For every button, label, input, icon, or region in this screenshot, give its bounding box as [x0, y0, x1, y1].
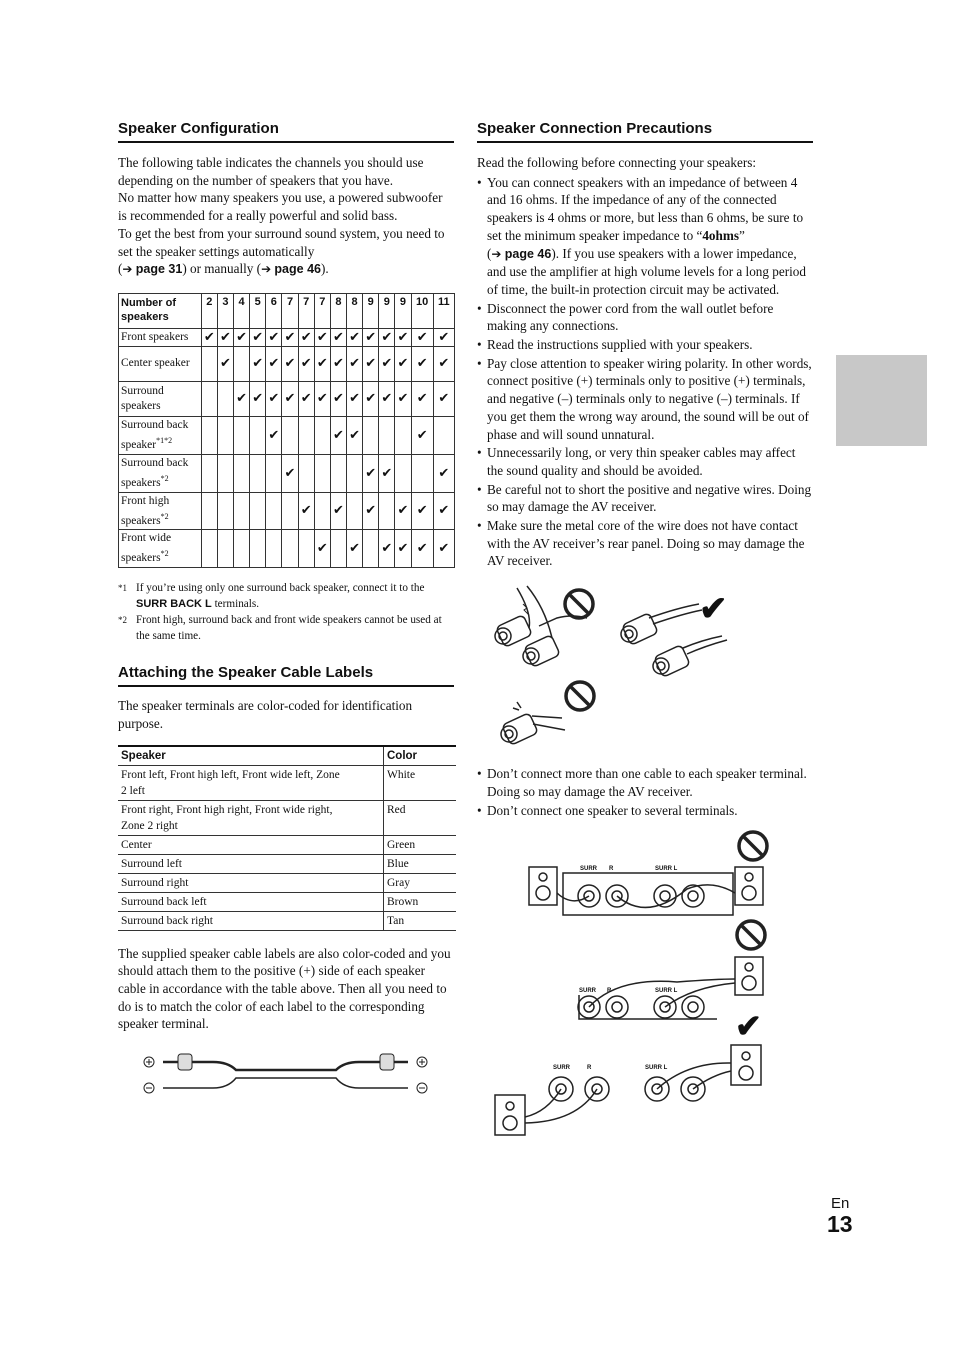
check-icon: ✔ [266, 328, 282, 346]
empty-cell [282, 530, 298, 568]
check-icon: ✔ [282, 328, 298, 346]
check-icon: ✔ [411, 328, 433, 346]
precautions-list [477, 174, 813, 570]
empty-cell [314, 454, 330, 492]
check-icon: ✔ [217, 328, 233, 346]
check-icon: ✔ [250, 328, 266, 346]
color-value: Tan [384, 911, 457, 930]
page-46-link[interactable]: page 46 [274, 262, 321, 277]
table-row [118, 873, 456, 892]
page-number: 13 [827, 1211, 853, 1237]
svg-text:SURR L: SURR L [655, 866, 678, 873]
speaker-count-header: 5 [250, 293, 266, 328]
color-column-header: Color [384, 746, 457, 766]
table-row [119, 530, 455, 568]
precaution-item: • Be careful not to short the positive and negative wires. Doing so may damage the AV receiver. [477, 481, 813, 516]
precautions-intro: Read the following before connecting your speakers: [477, 155, 757, 170]
check-icon: ✔ [379, 346, 395, 381]
precaution-impedance: • You can connect speakers with an impedance of between 4 and 16 ohms. If the impedance of any of the connected speakers is 4 ohms or more, but less than 6 ohms, be sure to set the minimum speaker impedance to “4ohms” (➔ page 46). If you use speakers with a lower impedance, and use the amplifier at high volume levels for a long period of time, the built-in protection circuit may be activated. [477, 174, 813, 299]
precaution-item: • Disconnect the power cord from the wall outlet before making any connections. [477, 300, 813, 335]
empty-cell [330, 454, 346, 492]
empty-cell [282, 492, 298, 530]
check-icon: ✔ [433, 381, 454, 416]
check-icon: ✔ [433, 454, 454, 492]
empty-cell [234, 492, 250, 530]
empty-cell [363, 416, 379, 454]
empty-cell [201, 454, 217, 492]
table-row [119, 346, 455, 381]
check-icon: ✔ [298, 328, 314, 346]
speaker-configuration-table [118, 293, 455, 568]
check-icon: ✔ [347, 416, 363, 454]
speaker-type-label: Front wide speakers$^{*2}$ [119, 530, 202, 568]
table-header-row [118, 746, 456, 766]
speaker-column-header: Speaker [118, 746, 384, 766]
check-icon: ✔ [433, 530, 454, 568]
speaker-count-header: 3 [217, 293, 233, 328]
precautions-list-2 [477, 765, 813, 819]
speaker-name: Center [118, 835, 384, 854]
check-icon: ✔ [330, 416, 346, 454]
empty-cell [282, 416, 298, 454]
empty-cell [201, 492, 217, 530]
speaker-type-label: Surround back speaker$^{*1*2}$ [119, 416, 202, 454]
check-icon: ✔ [363, 492, 379, 530]
color-value: Brown [384, 892, 457, 911]
empty-cell [234, 454, 250, 492]
check-icon: ✔ [363, 328, 379, 346]
speaker-type-label: Front speakers [119, 328, 202, 346]
check-icon: ✔ [411, 381, 433, 416]
speaker-count-header: 9 [379, 293, 395, 328]
check-icon: ✔ [314, 346, 330, 381]
empty-cell [298, 530, 314, 568]
check-icon: ✔ [379, 454, 395, 492]
speaker-count-header: 8 [347, 293, 363, 328]
check-icon: ✔ [395, 328, 411, 346]
check-icon: ✔ [298, 346, 314, 381]
number-of-speakers-header: Number of speakers [119, 293, 202, 328]
check-icon: ✔ [330, 492, 346, 530]
check-icon: ✔ [234, 328, 250, 346]
speaker-count-header: 10 [411, 293, 433, 328]
check-icon: ✔ [330, 346, 346, 381]
empty-cell [347, 492, 363, 530]
check-icon: ✔ [217, 346, 233, 381]
connection-precautions-heading: Speaker Connection Precautions [477, 120, 813, 143]
language-label: En [831, 1195, 850, 1212]
check-icon: ✔ [314, 328, 330, 346]
speaker-name: Front left, Front high left, Front wide left, Zone 2 left [118, 765, 384, 800]
footnote-1: *1 If you’re using only one surround back speaker, connect it to the SURR BACK L terminals. [118, 582, 425, 611]
speaker-configuration-heading: Speaker Configuration [118, 120, 454, 143]
check-icon: ✔ [411, 346, 433, 381]
precaution-item: • Don’t connect more than one cable to each speaker terminal. Doing so may damage the AV receiver. [477, 765, 813, 800]
config-intro-1: The following table indicates the channels you should use depending on the number of speakers that you have. [118, 155, 424, 188]
speaker-name: Front right, Front high right, Front wide right, Zone 2 right [118, 800, 384, 835]
wire-core-illustration [477, 578, 813, 758]
empty-cell [234, 416, 250, 454]
table-header-row [119, 293, 455, 328]
empty-cell [314, 416, 330, 454]
check-icon: ✔ [250, 381, 266, 416]
speaker-count-header: 4 [234, 293, 250, 328]
check-icon: ✔ [282, 346, 298, 381]
color-value: Green [384, 835, 457, 854]
empty-cell [250, 530, 266, 568]
empty-cell [217, 530, 233, 568]
check-icon: ✔ [379, 530, 395, 568]
check-icon: ✔ [266, 346, 282, 381]
page-31-link[interactable]: page 31 [135, 262, 183, 277]
check-icon: ✔ [395, 492, 411, 530]
table-row [118, 892, 456, 911]
speaker-type-label: Surround back speakers$^{*2}$ [119, 454, 202, 492]
empty-cell [217, 492, 233, 530]
check-icon: ✔ [250, 346, 266, 381]
check-icon: ✔ [266, 416, 282, 454]
table-row [118, 765, 456, 800]
empty-cell [395, 454, 411, 492]
empty-cell [234, 346, 250, 381]
left-column [118, 120, 454, 1100]
speaker-count-header: 9 [363, 293, 379, 328]
empty-cell [201, 346, 217, 381]
table-row [119, 416, 455, 454]
check-icon: ✔ [201, 328, 217, 346]
right-column [477, 120, 813, 1150]
color-value: Red [384, 800, 457, 835]
speaker-type-label: Surround speakers [119, 381, 202, 416]
table-row [119, 454, 455, 492]
check-icon: ✔ [433, 346, 454, 381]
empty-cell [411, 454, 433, 492]
speaker-type-label: Center speaker [119, 346, 202, 381]
speaker-name: Surround right [118, 873, 384, 892]
check-icon: ✔ [363, 454, 379, 492]
check-icon: ✔ [266, 381, 282, 416]
speaker-count-header: 2 [201, 293, 217, 328]
check-icon: ✔ [330, 381, 346, 416]
check-icon: ✔ [282, 454, 298, 492]
svg-text:SURR L: SURR L [645, 1065, 668, 1072]
empty-cell [217, 416, 233, 454]
config-intro-2: No matter how many speakers you use, a powered subwoofer is recommended for a really powerful and solid bass. [118, 190, 443, 224]
check-icon: ✔ [282, 381, 298, 416]
empty-cell [201, 381, 217, 416]
check-icon: ✔ [347, 381, 363, 416]
precaution-item: • Pay close attention to speaker wiring polarity. In other words, connect positive (+) terminals only to positive (+) terminals, and negative (–) terminals only to negative (–) terminals. If you get them the wrong way around, the sound will be out of phase and will sound unnatural. [477, 355, 813, 444]
empty-cell [347, 454, 363, 492]
table-row [119, 328, 455, 346]
empty-cell [250, 416, 266, 454]
speaker-count-header: 7 [298, 293, 314, 328]
color-value: Gray [384, 873, 457, 892]
svg-text:R: R [607, 988, 612, 995]
empty-cell [201, 530, 217, 568]
empty-cell [298, 454, 314, 492]
check-icon: ✔ [298, 381, 314, 416]
empty-cell [433, 416, 454, 454]
empty-cell [266, 492, 282, 530]
speaker-name: Surround back right [118, 911, 384, 930]
speaker-name: Surround back left [118, 892, 384, 911]
check-icon: ✔ [347, 346, 363, 381]
check-icon: ✔ [314, 381, 330, 416]
empty-cell [217, 454, 233, 492]
color-value: Blue [384, 854, 457, 873]
speaker-count-header: 7 [314, 293, 330, 328]
ok-check-icon: ✔ [735, 1008, 762, 1045]
empty-cell [234, 530, 250, 568]
check-icon: ✔ [234, 381, 250, 416]
table-row [118, 800, 456, 835]
svg-text:SURR L: SURR L [655, 988, 678, 995]
speaker-name: Surround left [118, 854, 384, 873]
speaker-count-header: 6 [266, 293, 282, 328]
precaution-item: • Make sure the metal core of the wire does not have contact with the AV receiver’s rear panel. Doing so may damage the AV receiver. [477, 517, 813, 570]
svg-text:R: R [609, 866, 614, 873]
cable-labels-heading: Attaching the Speaker Cable Labels [118, 664, 454, 687]
color-code-table [118, 745, 456, 931]
table-row [119, 492, 455, 530]
empty-cell [314, 492, 330, 530]
empty-cell [330, 530, 346, 568]
check-icon: ✔ [363, 381, 379, 416]
check-icon: ✔ [395, 346, 411, 381]
svg-text:R: R [587, 1065, 592, 1072]
empty-cell [250, 492, 266, 530]
check-icon: ✔ [395, 381, 411, 416]
check-icon: ✔ [395, 530, 411, 568]
speaker-count-header: 11 [433, 293, 454, 328]
svg-text:SURR: SURR [580, 866, 598, 873]
config-intro-3: To get the best from your surround sound system, you need to set the speaker settings automatically (➔ page 31) or manually (➔ page 46). [118, 225, 445, 277]
empty-cell [217, 381, 233, 416]
precaution-item: • Don’t connect one speaker to several terminals. [477, 802, 813, 820]
cable-labels-intro: The speaker terminals are color-coded for identification purpose. [118, 698, 413, 731]
speaker-type-label: Front high speakers$^{*2}$ [119, 492, 202, 530]
empty-cell [201, 416, 217, 454]
speaker-cable-illustration [118, 1045, 454, 1095]
svg-text:SURR: SURR [579, 988, 597, 995]
speaker-count-header: 8 [330, 293, 346, 328]
precaution-item: • Read the instructions supplied with your speakers. [477, 336, 813, 354]
svg-text:SURR: SURR [553, 1065, 571, 1072]
check-icon: ✔ [314, 530, 330, 568]
check-icon: ✔ [347, 328, 363, 346]
check-icon: ✔ [298, 492, 314, 530]
page-46-link[interactable]: page 46 [504, 246, 552, 261]
color-value: White [384, 765, 457, 800]
speaker-count-header: 7 [282, 293, 298, 328]
empty-cell [266, 530, 282, 568]
cable-labels-outro: The supplied speaker cable labels are also color-coded and you should attach them to the positive (+) side of each speaker cable in accordance with the table above. Then all you need to do is to match the color of each label to the corresponding speaker terminal. [118, 945, 451, 1032]
check-icon: ✔ [379, 328, 395, 346]
table-row [118, 911, 456, 930]
empty-cell [379, 492, 395, 530]
footnote-2: *2 Front high, surround back and front wide speakers cannot be used at the same time. [118, 614, 442, 643]
empty-cell [298, 416, 314, 454]
check-icon: ✔ [411, 492, 433, 530]
check-icon: ✔ [433, 492, 454, 530]
speaker-wiring-illustration [477, 827, 813, 1145]
table-row [118, 854, 456, 873]
empty-cell [379, 416, 395, 454]
check-icon: ✔ [433, 328, 454, 346]
speaker-count-header: 9 [395, 293, 411, 328]
check-icon: ✔ [330, 328, 346, 346]
empty-cell [395, 416, 411, 454]
empty-cell [250, 454, 266, 492]
empty-cell [363, 530, 379, 568]
table-row [119, 381, 455, 416]
check-icon: ✔ [363, 346, 379, 381]
check-icon: ✔ [347, 530, 363, 568]
section-tab [836, 355, 927, 446]
check-icon: ✔ [411, 416, 433, 454]
ok-check-icon: ✔ [699, 590, 728, 629]
precaution-item: • Unnecessarily long, or very thin speaker cables may affect the sound quality and should be avoided. [477, 444, 813, 479]
check-icon: ✔ [411, 530, 433, 568]
check-icon: ✔ [379, 381, 395, 416]
empty-cell [266, 454, 282, 492]
table-row [118, 835, 456, 854]
